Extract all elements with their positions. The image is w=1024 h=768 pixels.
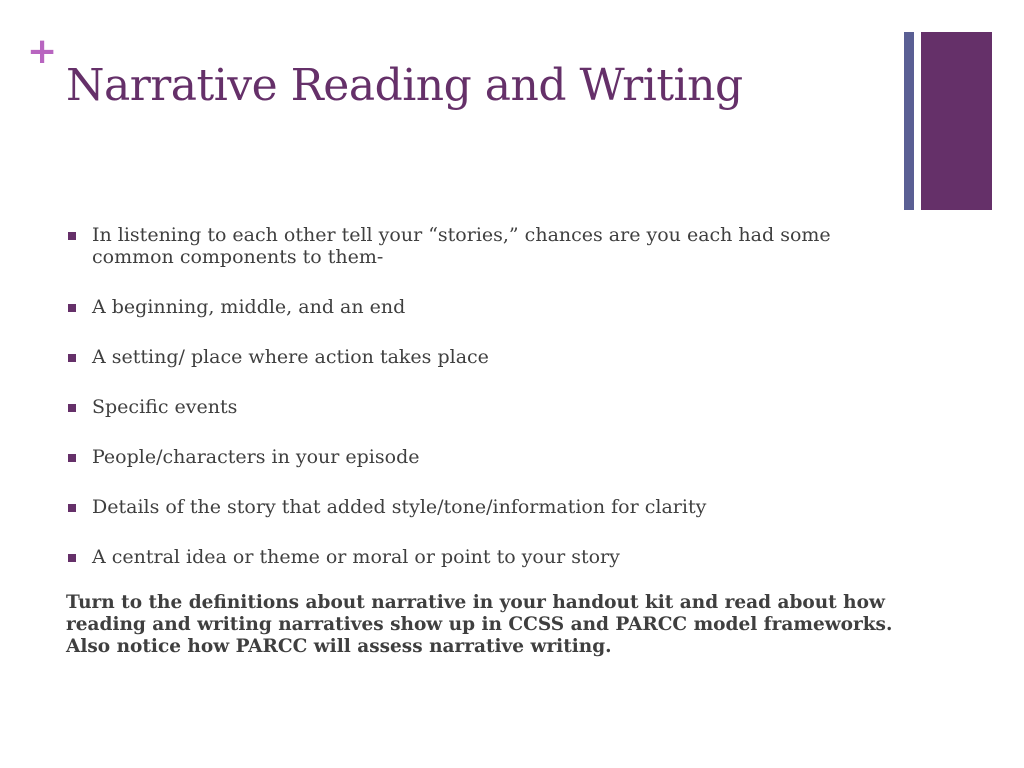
bullet-text: A beginning, middle, and an end (92, 296, 406, 318)
bullet-item (66, 396, 906, 418)
bullet-text: A central idea or theme or moral or point to your story (92, 546, 620, 568)
square-bullet-icon (68, 304, 76, 312)
decorative-bar-wide (921, 32, 992, 210)
bullet-item (66, 496, 906, 518)
decorative-bar-thin (904, 32, 914, 210)
square-bullet-icon (68, 454, 76, 462)
square-bullet-icon (68, 404, 76, 412)
bullet-item (66, 446, 906, 468)
plus-icon: + (27, 31, 58, 72)
bullet-text: Details of the story that added style/tone/information for clarity (92, 496, 707, 518)
bullet-item (66, 546, 906, 568)
square-bullet-icon (68, 232, 76, 240)
square-bullet-icon (68, 504, 76, 512)
square-bullet-icon (68, 554, 76, 562)
square-bullet-icon (68, 354, 76, 362)
bullet-list (66, 224, 906, 568)
bullet-text: Specific events (92, 396, 238, 418)
bullet-text: In listening to each other tell your “stories,” chances are you each had some common components to them- (92, 224, 831, 268)
bullet-item (66, 346, 906, 368)
slide-title: Narrative Reading and Writing (66, 60, 743, 111)
slide-content (66, 224, 906, 658)
bullet-text: A setting/ place where action takes place (92, 346, 489, 368)
bullet-text: People/characters in your episode (92, 446, 420, 468)
instruction-note: Turn to the definitions about narrative in your handout kit and read about how reading and writing narratives show up in CCSS and PARCC model frameworks. Also notice how PARCC will assess narrative writing. (66, 592, 893, 657)
bullet-item (66, 296, 906, 318)
bullet-item (66, 224, 906, 268)
